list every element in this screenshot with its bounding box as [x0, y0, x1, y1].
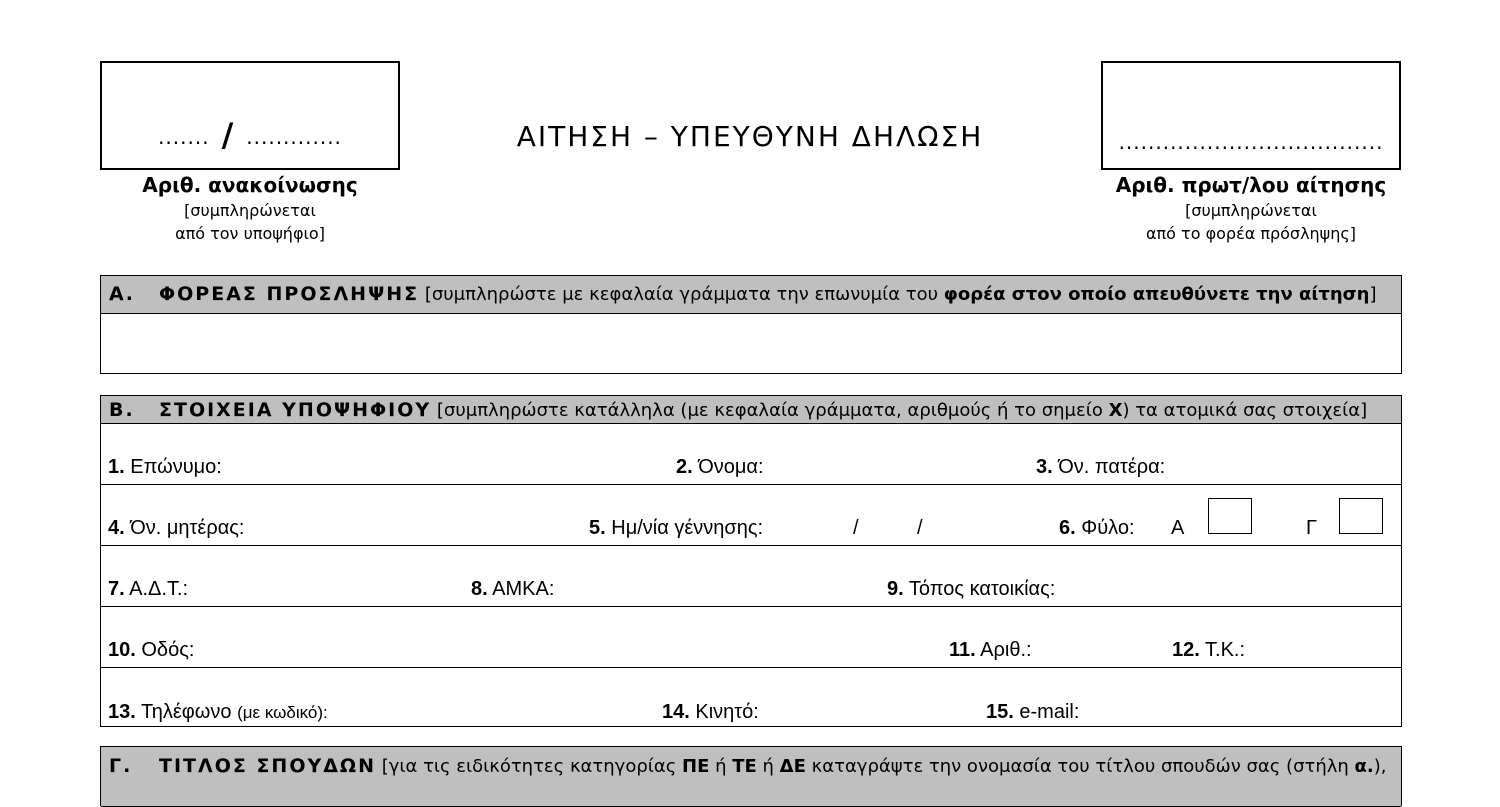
section-b-row-5 — [101, 668, 1401, 729]
section-b-title-text: ΣΤΟΙΧΕΙΑ ΥΠΟΨΗΦΙΟΥ — [159, 399, 432, 421]
announcement-caption-line-1: [συμπληρώνεται — [184, 201, 316, 220]
field-label: Τ.Κ.: — [1205, 639, 1246, 661]
announcement-number-box[interactable] — [100, 61, 400, 170]
section-a-title — [109, 283, 419, 305]
section-g-degree — [100, 746, 1402, 806]
field-id-card[interactable] — [108, 578, 188, 601]
section-b-row-3 — [101, 546, 1401, 607]
field-gender — [1059, 517, 1135, 540]
section-g-note-3: ), — [1373, 756, 1387, 777]
field-number: 8. — [471, 578, 488, 600]
field-number: 6. — [1059, 517, 1076, 539]
section-g-note: [για τις ειδικότητες κατηγορίας — [381, 756, 682, 777]
field-street-number[interactable] — [949, 639, 1032, 662]
field-first-name[interactable] — [676, 456, 764, 479]
announcement-fill-dots-a: ....... — [158, 125, 210, 149]
announcement-number-fill — [102, 116, 398, 154]
field-number: 7. — [108, 578, 125, 600]
field-number: 12. — [1172, 639, 1200, 661]
section-b-note-bold: Χ — [1108, 400, 1123, 421]
announcement-fill-dots-b: ............. — [246, 125, 342, 149]
field-number: 14. — [662, 701, 690, 723]
protocol-number-caption — [1101, 171, 1401, 245]
form-title: ΑΙΤΗΣΗ – ΥΠΕΥΘΥΝΗ ΔΗΛΩΣΗ — [516, 120, 984, 153]
protocol-caption-line-1: [συμπληρώνεται — [1185, 201, 1317, 220]
field-label: Επώνυμο: — [130, 456, 222, 478]
field-birth-date[interactable] — [589, 517, 763, 540]
section-g-header — [101, 747, 1401, 807]
field-amka[interactable] — [471, 578, 554, 601]
announcement-number-caption — [100, 171, 400, 245]
field-label: Ημ/νία γέννησης: — [611, 517, 764, 539]
section-a-letter: Α. — [109, 283, 135, 305]
field-number: 3. — [1036, 456, 1053, 478]
section-a-note-bold: φορέα στον οποίο απευθύνετε την αίτηση — [943, 284, 1370, 305]
field-number: 10. — [108, 639, 136, 661]
section-g-title — [109, 755, 376, 777]
section-g-title-text: ΤΙΤΛΟΣ ΣΠΟΥΔΩΝ — [159, 755, 376, 777]
field-label: Όν. πατέρα: — [1058, 456, 1166, 478]
field-number: 5. — [589, 517, 606, 539]
section-b-row-4 — [101, 607, 1401, 668]
field-surname[interactable] — [108, 456, 222, 479]
category-pe: ΠΕ — [682, 756, 710, 777]
announcement-caption-line-2: από τον υποψήφιο] — [175, 224, 325, 243]
field-number: 9. — [887, 578, 904, 600]
section-b-row-1 — [101, 424, 1401, 485]
protocol-number-box[interactable] — [1101, 61, 1401, 170]
field-mother-name[interactable] — [108, 517, 244, 540]
section-b-note-end: ) τα ατομικά σας στοιχεία] — [1122, 400, 1368, 421]
field-hint: (με κωδικό): — [237, 703, 328, 722]
field-label: Όνομα: — [698, 456, 764, 478]
gender-option-g-label: Γ — [1306, 517, 1318, 539]
field-number: 1. — [108, 456, 125, 478]
field-label: e-mail: — [1019, 701, 1080, 723]
field-number: 13. — [108, 701, 136, 723]
field-father-name[interactable] — [1036, 456, 1165, 479]
section-b-row-2 — [101, 485, 1401, 546]
field-label: Α.Δ.Τ.: — [129, 578, 189, 600]
section-a-header — [101, 276, 1401, 314]
section-a-note-end: ] — [1369, 284, 1377, 305]
field-label: Τόπος κατοικίας: — [908, 578, 1056, 600]
field-street[interactable] — [108, 639, 194, 662]
field-postal-code[interactable] — [1172, 639, 1245, 662]
field-number: 4. — [108, 517, 125, 539]
field-label: Οδός: — [141, 639, 195, 661]
field-label: Όν. μητέρας: — [130, 517, 245, 539]
field-mobile[interactable] — [662, 701, 759, 724]
field-number: 15. — [986, 701, 1014, 723]
field-phone[interactable] — [108, 701, 328, 724]
column-a-ref: α. — [1354, 756, 1374, 777]
section-a-recruiting-body — [100, 275, 1402, 374]
section-a-title-text: ΦΟΡΕΑΣ ΠΡΟΣΛΗΨΗΣ — [159, 283, 420, 305]
field-number: 2. — [676, 456, 693, 478]
gender-option-a-label: Α — [1171, 517, 1185, 539]
section-g-or: ή — [709, 756, 733, 777]
section-b-header — [101, 396, 1401, 424]
protocol-caption-line-2: από το φορέα πρόσληψης] — [1146, 224, 1356, 243]
field-residence[interactable] — [887, 578, 1055, 601]
section-b-note: [συμπληρώστε κατάλληλα (με κεφαλαία γράμματα, αριθμούς ή το σημείο — [436, 400, 1109, 421]
category-te: ΤΕ — [732, 756, 757, 777]
section-g-note-2: καταγράψτε την ονομασία του τίτλου σπουδών σας (στήλη — [805, 756, 1355, 777]
field-email[interactable] — [986, 701, 1079, 724]
field-label: Φύλο: — [1081, 517, 1135, 539]
section-b-candidate-details — [100, 395, 1402, 727]
section-a-note: [συμπληρώστε με κεφαλαία γράμματα την επωνυμία του — [424, 284, 944, 305]
field-label: Τηλέφωνο — [141, 701, 232, 723]
protocol-number-fill: .................................... — [1118, 130, 1384, 154]
category-de: ΔΕ — [779, 756, 806, 777]
birth-date-separator-2: / — [917, 517, 923, 539]
section-g-or: ή — [756, 756, 780, 777]
field-label: Κινητό: — [695, 701, 759, 723]
announcement-number-label: Αριθ. ανακοίνωσης — [142, 173, 358, 197]
birth-date-separator-1: / — [853, 517, 859, 539]
section-b-letter: Β. — [109, 399, 135, 421]
field-label: Αριθ.: — [980, 639, 1032, 661]
gender-option-g-checkbox[interactable] — [1339, 498, 1383, 534]
section-g-letter: Γ. — [109, 755, 133, 777]
field-label: ΑΜΚΑ: — [492, 578, 555, 600]
section-b-title — [109, 399, 431, 421]
protocol-number-label: Αριθ. πρωτ/λου αίτησης — [1115, 173, 1387, 197]
recruiting-body-input[interactable] — [101, 314, 1401, 373]
announcement-fill-slash: / — [221, 116, 235, 154]
gender-option-a-checkbox[interactable] — [1208, 498, 1252, 534]
field-number: 11. — [949, 639, 976, 661]
